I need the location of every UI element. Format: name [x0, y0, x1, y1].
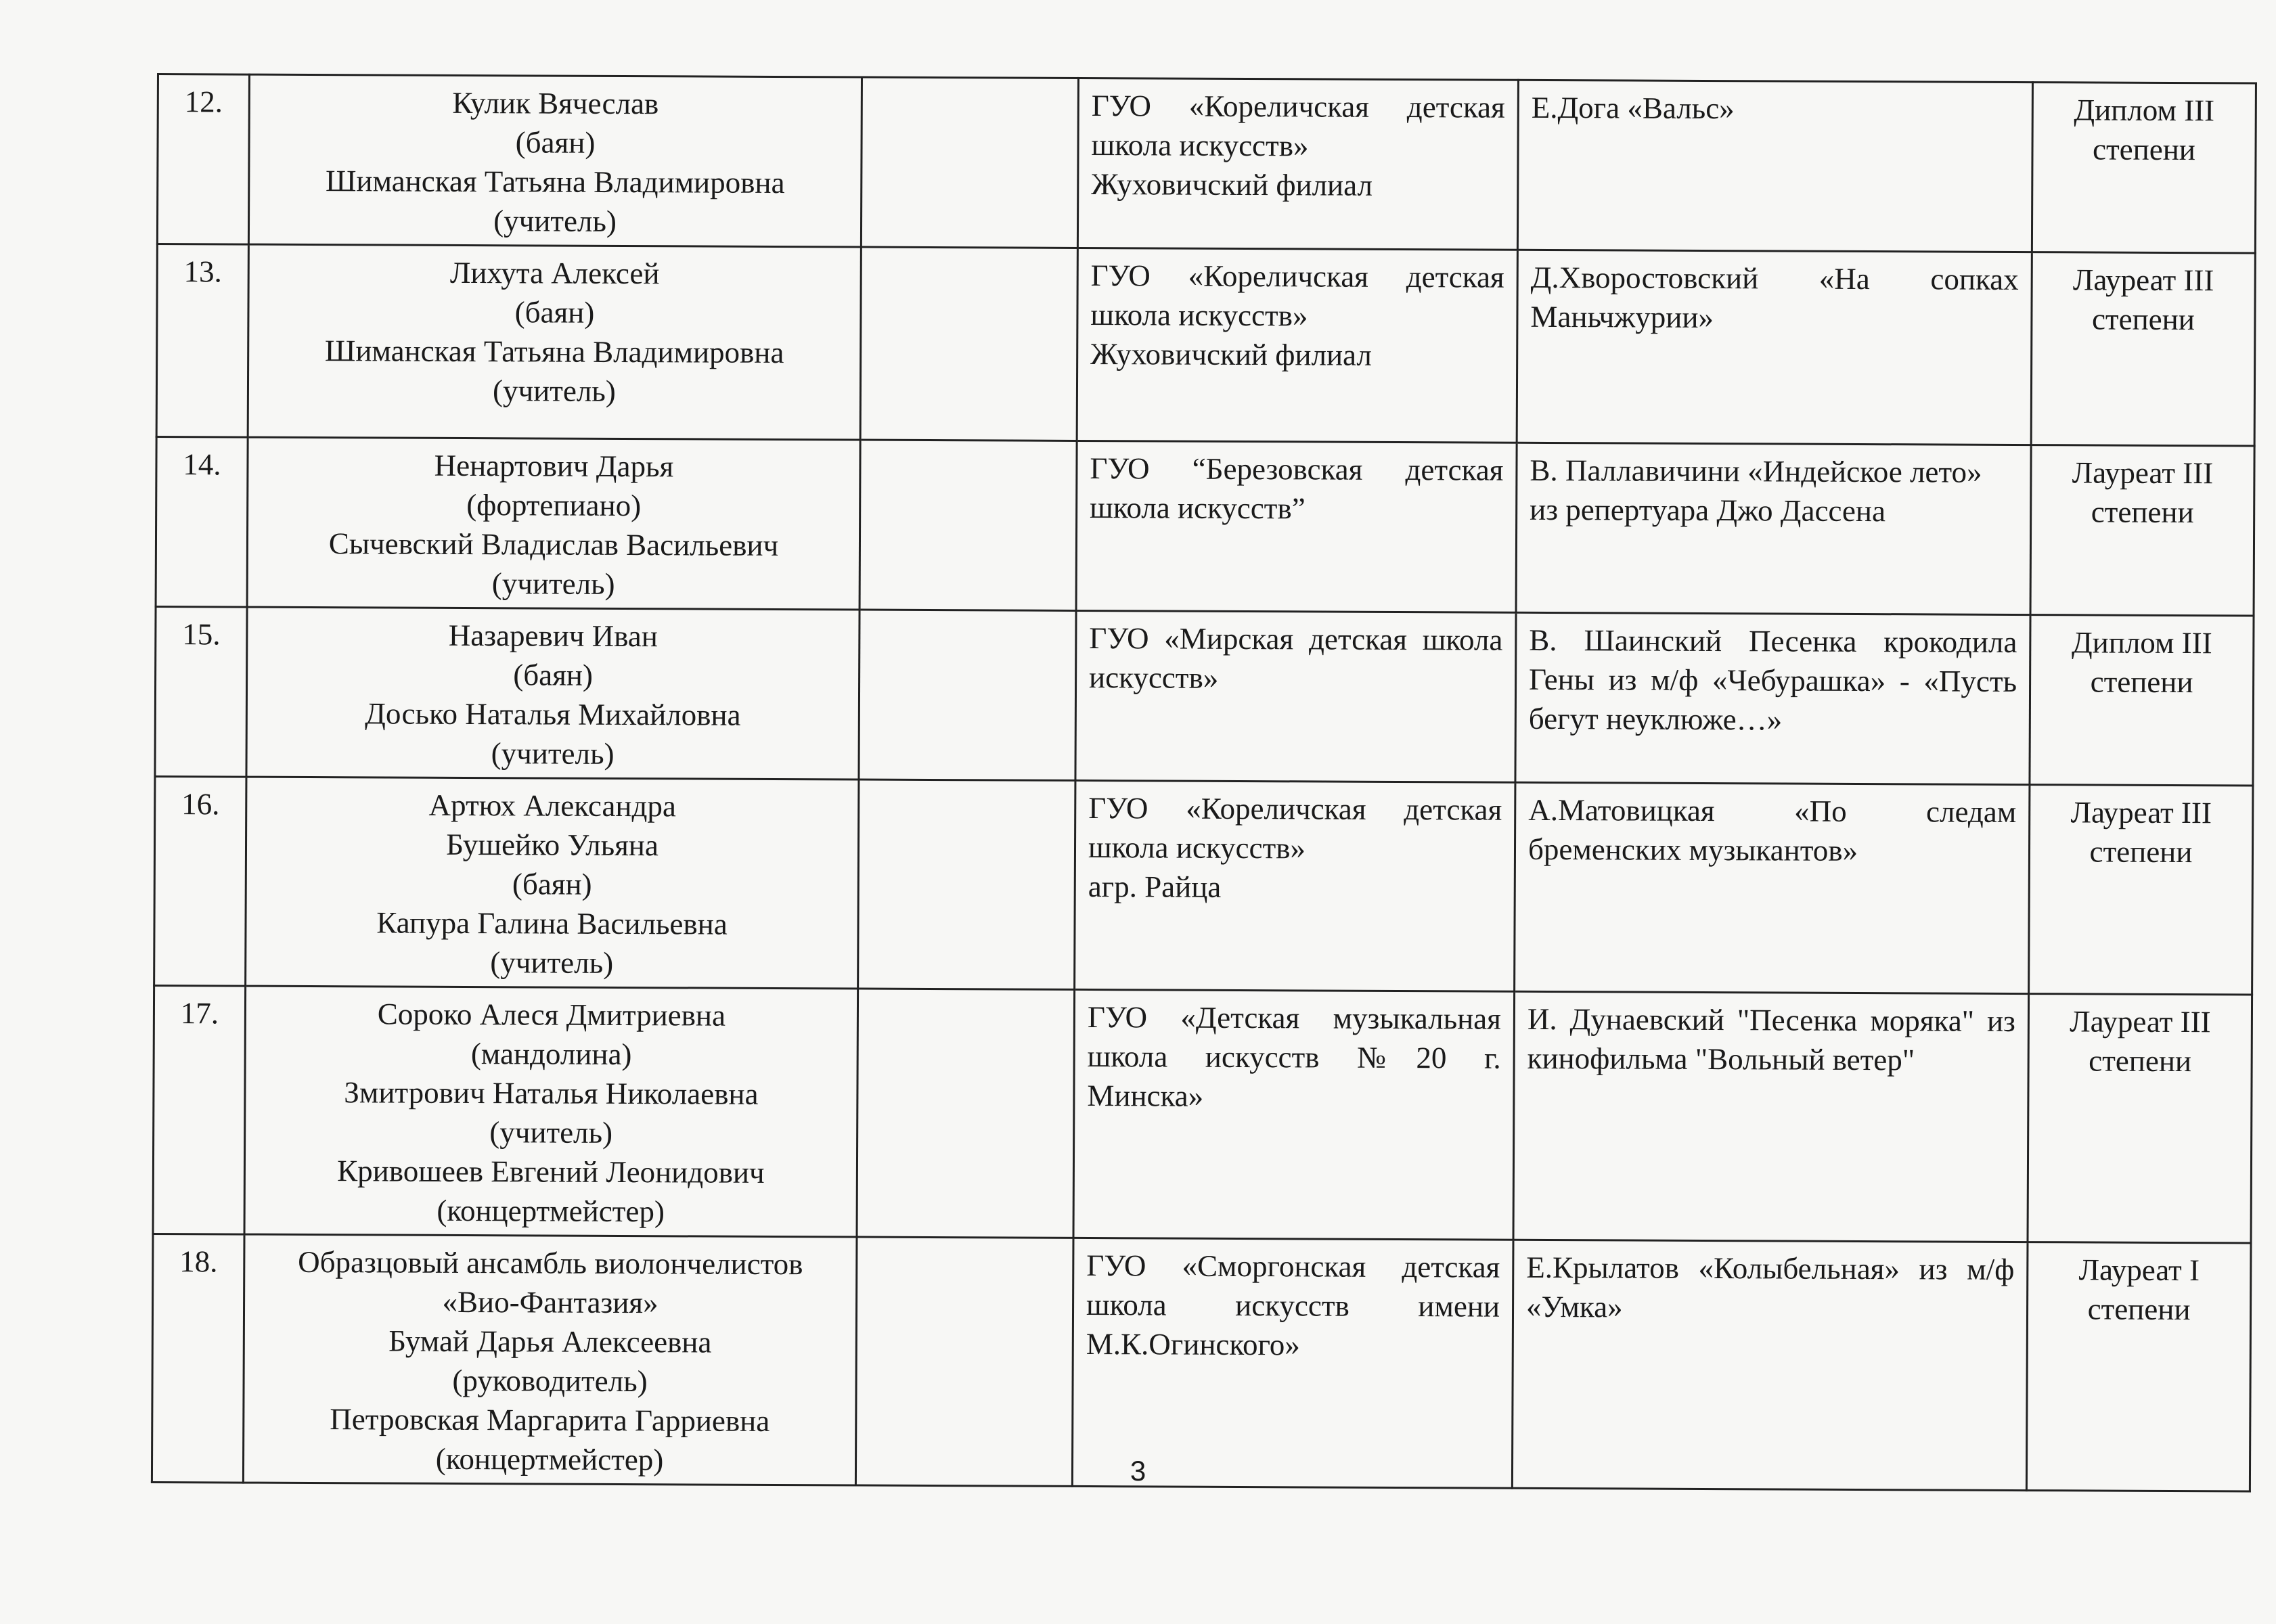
institution-cell — [1075, 610, 1516, 782]
award-line: Лауреат III — [2072, 263, 2214, 298]
row-number: 18. — [152, 1234, 244, 1483]
award-cell — [2028, 994, 2252, 1243]
participant-line: (учитель) — [491, 736, 615, 771]
award-line: степени — [2089, 1043, 2192, 1079]
participant-line: Сороко Алеся Дмитриевна — [377, 997, 726, 1033]
repertoire-cell — [1516, 443, 2031, 614]
participant-line: (фортепиано) — [466, 488, 642, 523]
empty-cell — [860, 440, 1077, 610]
institution-line: ГУО «Кореличская детская школа искусств» — [1091, 89, 1505, 163]
award-line: Диплом III — [2074, 93, 2215, 128]
institution-cell — [1076, 441, 1517, 612]
participant-line: Назаревич Иван — [448, 618, 659, 654]
table-row — [152, 1234, 2251, 1491]
award-line: степени — [2091, 302, 2195, 337]
participant-line: Шиманская Татьяна Владимировна — [325, 164, 785, 200]
page-number: 3 — [1130, 1455, 1146, 1487]
empty-cell — [857, 989, 1075, 1238]
institution-cell — [1075, 780, 1515, 991]
participant-line: Ненартович Дарья — [434, 448, 674, 484]
participant-line: «Вио-Фантазия» — [442, 1284, 659, 1320]
award-line: степени — [2087, 1292, 2191, 1327]
participant-line: (баян) — [514, 295, 595, 330]
award-line: степени — [2091, 495, 2194, 530]
award-cell — [2031, 252, 2255, 446]
repertoire-cell — [1517, 250, 2032, 445]
participant-line: (концертмейстер) — [435, 1441, 664, 1477]
award-cell — [2030, 445, 2254, 616]
participant-line: (учитель) — [489, 1115, 613, 1150]
participant-line: (учитель) — [490, 945, 614, 980]
institution-line: ГУО «Детская музыкальная школа искусств №20 г. Минска» — [1087, 1000, 1502, 1113]
participant-line: Кулик Вячеслав — [452, 85, 659, 121]
participant-line: Шиманская Татьяна Владимировна — [324, 334, 784, 370]
award-line: Лауреат III — [2070, 795, 2212, 830]
institution-line: ГУО «Кореличская детская школа искусств» — [1090, 258, 1504, 333]
institution-line: ГУО «Кореличская детская школа искусств» — [1088, 791, 1502, 865]
table-row — [157, 74, 2256, 254]
institution-cell — [1072, 1238, 1513, 1488]
institution-line: ГУО «Сморгонская детская школа искусств имени М.К.Огинского» — [1086, 1248, 1500, 1362]
institution-line: Жуховичский филиал — [1090, 337, 1373, 372]
repertoire-cell — [1515, 782, 2030, 993]
empty-cell — [861, 77, 1078, 248]
participant-cell — [248, 74, 862, 247]
participant-line: Лихута Алексей — [449, 255, 660, 291]
award-line: Лауреат III — [2072, 455, 2214, 491]
award-cell — [2032, 83, 2256, 253]
participant-line: Змитрович Наталья Николаевна — [344, 1075, 759, 1111]
institution-cell — [1073, 989, 1515, 1240]
participant-cell — [248, 244, 861, 440]
table-row — [154, 776, 2253, 995]
repertoire-line: Д.Хворостовский «На сопках Маньчжурии» — [1530, 260, 2019, 335]
institution-cell — [1077, 78, 1518, 250]
participant-line: (учитель) — [493, 204, 617, 238]
participant-line: (концертмейстер) — [437, 1193, 665, 1229]
institution-line: Жуховичский филиал — [1091, 167, 1373, 202]
participant-line: Артюх Александра — [428, 788, 677, 824]
participant-line: Досько Наталья Михайловна — [365, 696, 741, 732]
repertoire-line: В. Паллавичини «Индейское лето» — [1530, 453, 1982, 489]
repertoire-cell — [1513, 991, 2029, 1242]
participant-line: (баян) — [513, 658, 594, 692]
table-row — [156, 437, 2254, 616]
participant-line: Образцовый ансамбль виолончелистов — [298, 1244, 803, 1282]
row-number: 16. — [154, 776, 246, 986]
table-row — [153, 985, 2252, 1243]
award-line: Диплом III — [2071, 625, 2212, 660]
repertoire-cell — [1512, 1240, 2028, 1490]
institution-cell — [1077, 248, 1517, 443]
award-cell — [2030, 615, 2254, 786]
participant-line: (мандолина) — [470, 1037, 632, 1072]
participant-line: Петровская Маргарита Гарриевна — [330, 1402, 770, 1438]
repertoire-line: из репертуара Джо Дассена — [1530, 492, 1886, 528]
participant-line: (учитель) — [492, 374, 616, 408]
award-cell — [2026, 1242, 2251, 1491]
repertoire-line: Е.Дога «Вальс» — [1531, 90, 1735, 126]
empty-cell — [855, 1237, 1073, 1486]
row-number: 17. — [153, 985, 246, 1234]
repertoire-line: А.Матовицкая «По следам бременских музыкантов» — [1527, 792, 2017, 867]
results-table — [151, 73, 2257, 1493]
award-cell — [2029, 785, 2253, 995]
row-number: 14. — [156, 437, 248, 608]
participant-line: Сычевский Владислав Васильевич — [328, 526, 779, 563]
repertoire-cell — [1517, 80, 2032, 252]
repertoire-line: В. Шаинский Песенка крокодила Гены из м/ф «Чебурашка» - «Пусть бегут неуклюже…» — [1528, 623, 2017, 737]
participant-line: Кривошеев Евгений Леонидович — [337, 1154, 765, 1190]
repertoire-line: И. Дунаевский "Песенка моряка" из кинофильма "Вольный ветер" — [1527, 1001, 2016, 1077]
award-line: степени — [2093, 132, 2196, 167]
table-row — [155, 606, 2254, 786]
table-row — [156, 244, 2255, 447]
participant-line: (руководитель) — [452, 1363, 648, 1399]
empty-cell — [860, 247, 1077, 441]
participant-cell — [247, 437, 860, 610]
institution-line: агр. Райца — [1088, 870, 1222, 904]
institution-line: ГУО «Мирская детская школа искусств» — [1089, 621, 1503, 695]
results-table-body — [152, 74, 2256, 1492]
empty-cell — [859, 610, 1076, 780]
award-line: Лауреат I — [2078, 1253, 2200, 1288]
award-line: степени — [2090, 664, 2193, 700]
participant-line: Бумай Дарья Алексеевна — [388, 1324, 712, 1359]
participant-cell — [243, 1234, 857, 1485]
institution-line: ГУО “Березовская детская школа искусств” — [1090, 451, 1504, 526]
participant-line: Капура Галина Васильевна — [376, 905, 728, 941]
participant-line: (учитель) — [491, 566, 615, 601]
participant-cell — [246, 777, 859, 989]
empty-cell — [858, 780, 1075, 989]
repertoire-line: Е.Крылатов «Колыбельная» из м/ф «Умка» — [1525, 1250, 2015, 1324]
participant-cell — [244, 986, 858, 1237]
award-line: Лауреат III — [2070, 1004, 2211, 1039]
repertoire-cell — [1515, 612, 2030, 784]
award-line: степени — [2089, 834, 2193, 870]
row-number: 12. — [157, 74, 249, 245]
row-number: 15. — [155, 606, 247, 777]
row-number: 13. — [156, 244, 248, 438]
participant-line: (баян) — [515, 125, 596, 160]
participant-line: Бушейко Ульяна — [446, 827, 659, 863]
participant-line: (баян) — [512, 867, 592, 901]
participant-cell — [246, 607, 860, 780]
